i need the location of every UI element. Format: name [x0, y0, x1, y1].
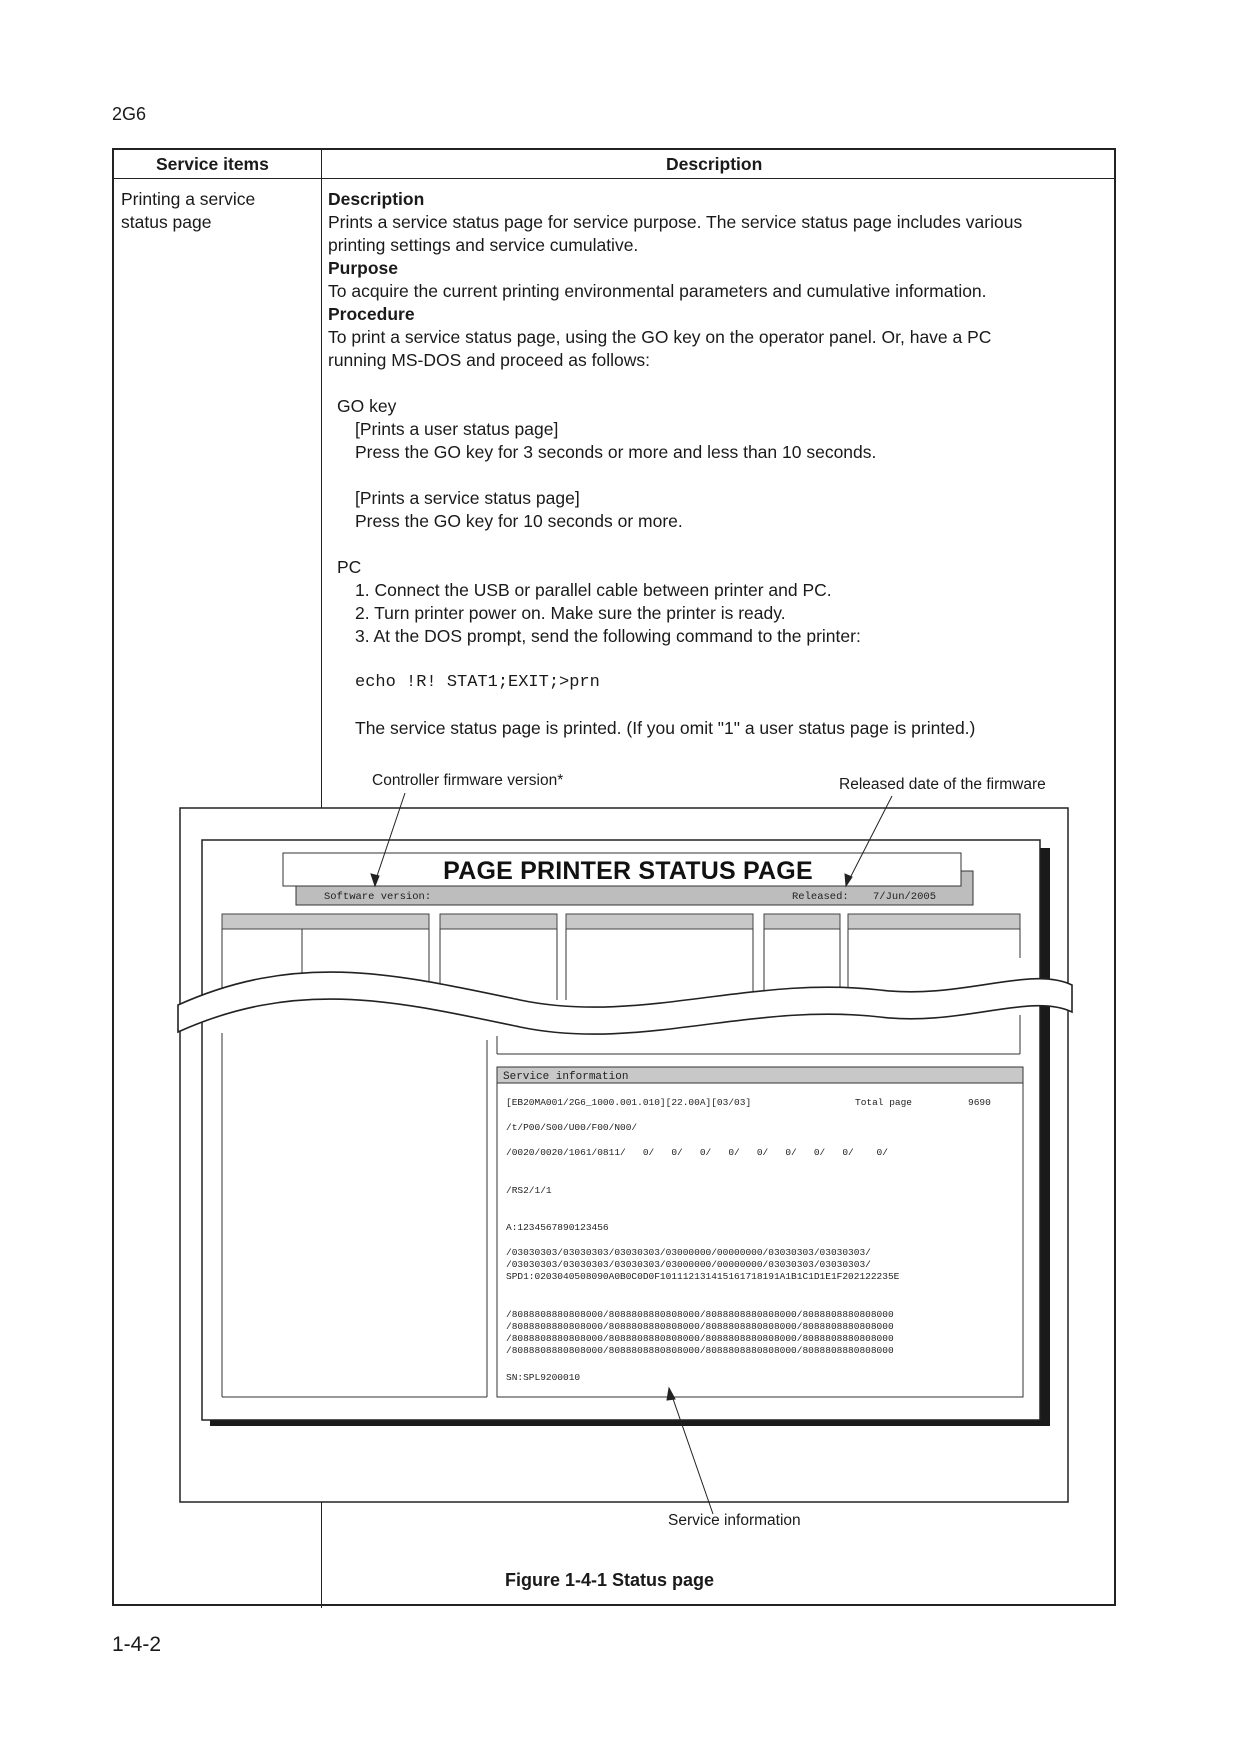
purpose-heading: Purpose — [328, 258, 399, 278]
callout-firmware-version: Controller firmware version* — [372, 772, 564, 789]
service-info-title: Service information — [503, 1071, 629, 1083]
footer-page-number: 1-4-2 — [112, 1633, 162, 1656]
service-line: /8088808880808000/8088808880808000/8088808880808000/8088808880808000 — [506, 1345, 894, 1356]
go-key-label: GO key — [337, 396, 397, 416]
procedure-line: To print a service status page, using the GO key on the operator panel. Or, have a PC — [328, 327, 992, 347]
released-value: 7/Jun/2005 — [873, 891, 937, 903]
service-line: /0020/0020/1061/0811/ 0/ 0/ 0/ 0/ 0/ 0/ 0/ 0/ 0/ — [506, 1147, 888, 1158]
header-code: 2G6 — [112, 104, 147, 124]
col-header-description: Description — [666, 154, 763, 174]
user-page-label: [Prints a user status page] — [355, 419, 559, 439]
column-headers — [222, 914, 1020, 929]
service-line: SPD1:0203040508090A0B0C0D0F101112131415161718191A1B1C1D1E1F202122235E — [506, 1271, 900, 1282]
result-text: The service status page is printed. (If you omit "1" a user status page is printed.) — [355, 718, 976, 738]
procedure-line: running MS-DOS and proceed as follows: — [328, 350, 650, 370]
user-page-text: Press the GO key for 3 seconds or more and less than 10 seconds. — [355, 442, 877, 462]
dos-command: echo !R! STAT1;EXIT;>prn — [355, 673, 600, 692]
item-line: Printing a service — [121, 189, 256, 209]
service-line: /03030303/03030303/03030303/03000000/00000000/03030303/03030303/ — [506, 1247, 871, 1258]
released-label: Released: — [792, 891, 849, 903]
service-line: /8088808880808000/8088808880808000/8088808880808000/8088808880808000 — [506, 1321, 894, 1332]
figure-caption: Figure 1-4-1 Status page — [505, 1570, 715, 1590]
service-line: /8088808880808000/8088808880808000/8088808880808000/8088808880808000 — [506, 1309, 894, 1320]
service-line: /t/P00/S00/U00/F00/N00/ — [506, 1122, 638, 1133]
service-page-label: [Prints a service status page] — [355, 488, 580, 508]
status-page-title: PAGE PRINTER STATUS PAGE — [443, 857, 813, 885]
item-line: status page — [121, 212, 212, 232]
total-page-value: 9690 — [968, 1097, 991, 1108]
description-line: Prints a service status page for service purpose. The service status page includes various — [328, 212, 1023, 232]
service-line: SN:SPL9200010 — [506, 1372, 581, 1383]
step-item: 1. Connect the USB or parallel cable between printer and PC. — [355, 580, 832, 600]
service-line: /03030303/03030303/03030303/03000000/00000000/03030303/03030303/ — [506, 1259, 871, 1270]
service-line: /8088808880808000/8088808880808000/8088808880808000/8088808880808000 — [506, 1333, 894, 1344]
total-page-label: Total page — [855, 1097, 913, 1108]
procedure-heading: Procedure — [328, 304, 415, 324]
purpose-text: To acquire the current printing environmental parameters and cumulative information. — [328, 281, 987, 301]
service-page-text: Press the GO key for 10 seconds or more. — [355, 511, 683, 531]
description-line: printing settings and service cumulative. — [328, 235, 639, 255]
description-heading: Description — [328, 189, 425, 209]
step-item: 2. Turn printer power on. Make sure the printer is ready. — [355, 603, 786, 623]
service-line: /RS2/1/1 — [506, 1185, 552, 1196]
callout-released-date: Released date of the firmware — [839, 776, 1046, 793]
callout-service-information: Service information — [668, 1512, 801, 1529]
service-line: [EB20MA001/2G6_1000.001.010][22.00A][03/03] — [506, 1097, 752, 1108]
software-version-label: Software version: — [324, 891, 432, 903]
step-item: 3. At the DOS prompt, send the following command to the printer: — [355, 626, 861, 646]
service-line: A:1234567890123456 — [506, 1222, 609, 1233]
col-header-service-items: Service items — [156, 154, 269, 174]
pc-label: PC — [337, 557, 362, 577]
